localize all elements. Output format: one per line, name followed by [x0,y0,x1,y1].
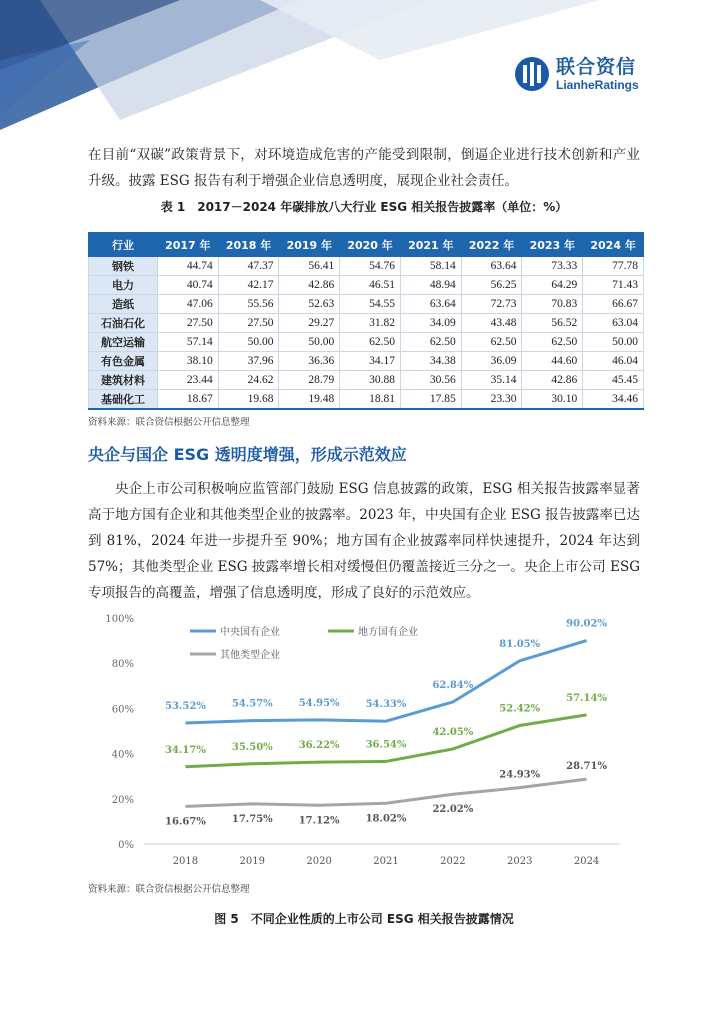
data-label: 17.75% [231,813,273,825]
series-line-3 [185,779,586,806]
logo-mark-icon [514,56,550,92]
table-title: 表 1 2017－2024 年碳排放八大行业 ESG 相关报告披露率（单位：%） [160,200,568,214]
disclosure-rate-table [88,232,644,410]
data-label: 36.22% [298,740,340,752]
rate-cell: 42.17 [218,276,279,295]
x-tick-label: 2023 [506,856,533,867]
rate-cell: 19.48 [279,390,340,410]
y-tick-label: 60% [111,704,134,716]
data-label: 81.05% [499,638,541,650]
rate-cell: 27.50 [218,314,279,333]
rate-cell: 48.94 [400,276,461,295]
rate-cell: 71.43 [583,276,644,295]
data-label: 28.71% [566,761,607,773]
column-header-year: 2019 年 [279,233,340,257]
rate-cell: 47.06 [157,295,218,314]
data-label: 54.95% [298,697,340,709]
column-header-year: 2022 年 [461,233,522,257]
table-row [89,257,644,276]
logo-chinese-name: 联合资信 [556,56,637,78]
data-label: 42.05% [432,726,474,738]
section-paragraph: 央企上市公司积极响应监管部门鼓励 ESG 信息披露的政策，ESG 相关报告披露率显著高于地方国有企业和其他类型企业的披露率。2023 年，中央国有企业 ESG 报告披露率已达到 81%，2024 年进一步提升至 90%；地方国有企业披露率同样快速提升，2024 年达到 57%；其他类型企业 ESG 披露率增长相对缓慢但仍覆盖接近三分之一。央企上市公司 ESG 专项报告的高覆盖，增强了信息透明度，形成了良好的示范效应。 [88,481,640,601]
table-row [89,295,644,314]
rate-cell: 24.62 [218,371,279,390]
rate-cell: 42.86 [279,276,340,295]
industry-cell: 钢铁 [89,257,158,276]
rate-cell: 50.00 [218,333,279,352]
rate-cell: 56.25 [461,276,522,295]
table-row [89,352,644,371]
rate-cell: 34.09 [400,314,461,333]
x-tick-label: 2018 [172,856,199,867]
industry-cell: 航空运输 [89,333,158,352]
rate-cell: 34.17 [340,352,401,371]
rate-cell: 45.45 [583,371,644,390]
data-label: 54.33% [365,699,407,711]
rate-cell: 17.85 [400,390,461,410]
x-tick-label: 2019 [239,856,266,867]
rate-cell: 58.14 [400,257,461,276]
rate-cell: 55.56 [218,295,279,314]
data-label: 16.67% [165,816,206,828]
legend-label: 其他类型企业 [220,650,280,661]
company-logo [514,56,639,92]
logo-english-name: LianheRatings [556,78,639,92]
table-row [89,314,644,333]
table-source-note: 资料来源：联合资信根据公开信息整理 [88,417,250,428]
rate-cell: 62.50 [400,333,461,352]
rate-cell: 70.83 [522,295,583,314]
legend-label: 中央国有企业 [220,627,280,638]
y-tick-label: 40% [111,749,134,761]
data-label: 54.57% [231,698,273,710]
intro-paragraph: 在目前“双碳”政策背景下，对环境造成危害的产能受到限制，倒逼企业进行技术创新和产业升级。披露 ESG 报告有利于增强企业信息透明度，展现企业社会责任。 [88,147,640,189]
rate-cell: 18.81 [340,390,401,410]
chart-source-note: 资料来源：联合资信根据公开信息整理 [88,884,250,895]
industry-cell: 石油石化 [89,314,158,333]
table-row [89,371,644,390]
rate-cell: 31.82 [340,314,401,333]
data-label: 22.02% [432,804,474,816]
table-row [89,333,644,352]
data-label: 62.84% [432,679,474,691]
rate-cell: 62.50 [461,333,522,352]
rate-cell: 37.96 [218,352,279,371]
rate-cell: 50.00 [583,333,644,352]
rate-cell: 44.60 [522,352,583,371]
rate-cell: 56.52 [522,314,583,333]
table-row [89,390,644,410]
line-chart [100,604,640,874]
rate-cell: 50.00 [279,333,340,352]
rate-cell: 40.74 [157,276,218,295]
table-row [89,276,644,295]
data-label: 34.17% [165,744,206,756]
rate-cell: 63.64 [461,257,522,276]
rate-cell: 36.09 [461,352,522,371]
rate-cell: 30.10 [522,390,583,410]
rate-cell: 52.63 [279,295,340,314]
rate-cell: 73.33 [522,257,583,276]
data-label: 52.42% [499,703,541,715]
rate-cell: 19.68 [218,390,279,410]
data-label: 53.52% [165,701,206,713]
rate-cell: 42.86 [522,371,583,390]
rate-cell: 64.29 [522,276,583,295]
rate-cell: 23.44 [157,371,218,390]
rate-cell: 66.67 [583,295,644,314]
column-header-year: 2024 年 [583,233,644,257]
column-header-industry: 行业 [89,233,158,257]
rate-cell: 62.50 [522,333,583,352]
rate-cell: 38.10 [157,352,218,371]
column-header-year: 2017 年 [157,233,218,257]
rate-cell: 56.41 [279,257,340,276]
data-label: 35.50% [231,741,273,753]
rate-cell: 30.88 [340,371,401,390]
data-label: 17.12% [298,815,340,827]
rate-cell: 35.14 [461,371,522,390]
rate-cell: 44.74 [157,257,218,276]
column-header-year: 2023 年 [522,233,583,257]
y-tick-label: 100% [105,614,134,625]
rate-cell: 72.73 [461,295,522,314]
rate-cell: 54.55 [340,295,401,314]
rate-cell: 54.76 [340,257,401,276]
legend-label: 地方国有企业 [358,627,418,638]
column-header-year: 2021 年 [400,233,461,257]
rate-cell: 43.48 [461,314,522,333]
rate-cell: 63.04 [583,314,644,333]
section-title: 央企与国企 ESG 透明度增强，形成示范效应 [88,445,407,464]
industry-cell: 有色金属 [89,352,158,371]
rate-cell: 18.67 [157,390,218,410]
data-label: 36.54% [365,739,407,751]
rate-cell: 30.56 [400,371,461,390]
industry-cell: 造纸 [89,295,158,314]
rate-cell: 46.04 [583,352,644,371]
data-label: 57.14% [566,692,607,704]
x-tick-label: 2022 [440,856,466,867]
rate-cell: 77.78 [583,257,644,276]
table-header-row [89,233,644,257]
column-header-year: 2018 年 [218,233,279,257]
rate-cell: 63.64 [400,295,461,314]
rate-cell: 46.51 [340,276,401,295]
industry-cell: 建筑材料 [89,371,158,390]
industry-cell: 基础化工 [89,390,158,410]
rate-cell: 29.27 [279,314,340,333]
x-tick-label: 2020 [306,856,332,867]
y-tick-label: 80% [111,659,134,671]
figure-caption: 图 5 不同企业性质的上市公司 ESG 相关报告披露情况 [214,912,514,926]
data-label: 24.93% [499,769,541,781]
rate-cell: 28.79 [279,371,340,390]
x-tick-label: 2024 [573,856,600,867]
rate-cell: 23.30 [461,390,522,410]
rate-cell: 34.38 [400,352,461,371]
rate-cell: 27.50 [157,314,218,333]
rate-cell: 47.37 [218,257,279,276]
rate-cell: 34.46 [583,390,644,410]
y-tick-label: 0% [118,840,134,851]
y-tick-label: 20% [111,794,134,806]
industry-cell: 电力 [89,276,158,295]
rate-cell: 36.36 [279,352,340,371]
rate-cell: 62.50 [340,333,401,352]
rate-cell: 57.14 [157,333,218,352]
x-tick-label: 2021 [373,856,399,867]
data-label: 18.02% [365,813,407,825]
column-header-year: 2020 年 [340,233,401,257]
data-label: 90.02% [566,618,607,630]
